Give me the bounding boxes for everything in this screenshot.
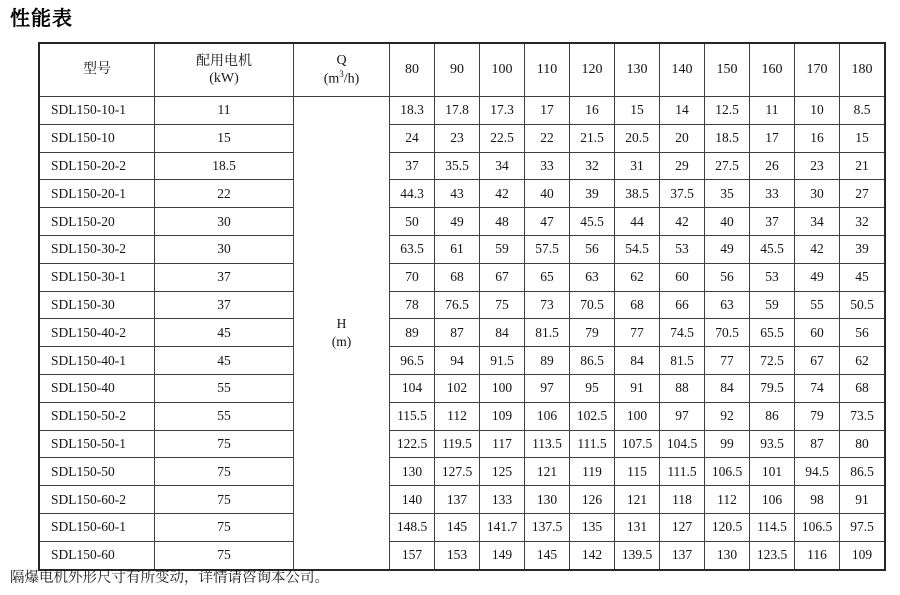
head-value-cell: 133 bbox=[480, 486, 525, 514]
head-value-cell: 21.5 bbox=[570, 124, 615, 152]
head-value-cell: 18.3 bbox=[390, 97, 435, 125]
page-title: 性能表 bbox=[10, 8, 73, 30]
table-row bbox=[39, 347, 885, 375]
model-cell: SDL150-60-2 bbox=[39, 486, 155, 514]
head-value-cell: 84 bbox=[705, 374, 750, 402]
head-value-cell: 102.5 bbox=[570, 402, 615, 430]
head-value-cell: 35 bbox=[705, 180, 750, 208]
head-value-cell: 142 bbox=[570, 541, 615, 569]
head-value-cell: 101 bbox=[750, 458, 795, 486]
model-cell: SDL150-20 bbox=[39, 208, 155, 236]
motor-power-cell: 75 bbox=[155, 458, 294, 486]
model-cell: SDL150-30-1 bbox=[39, 263, 155, 291]
head-value-cell: 149 bbox=[480, 541, 525, 569]
head-value-cell: 67 bbox=[480, 263, 525, 291]
performance-table bbox=[38, 42, 886, 571]
head-value-cell: 54.5 bbox=[615, 235, 660, 263]
motor-power-cell: 30 bbox=[155, 208, 294, 236]
head-value-cell: 87 bbox=[435, 319, 480, 347]
head-value-cell: 21 bbox=[840, 152, 886, 180]
table-row bbox=[39, 235, 885, 263]
head-value-cell: 72.5 bbox=[750, 347, 795, 375]
head-value-cell: 62 bbox=[840, 347, 886, 375]
head-value-cell: 47 bbox=[525, 208, 570, 236]
footer-note: 隔爆电机外形尺寸有所变动，详情请咨询本公司。 bbox=[10, 570, 329, 586]
head-value-cell: 80 bbox=[840, 430, 886, 458]
q-unit: $(m^3/h)$ bbox=[323, 69, 360, 87]
model-cell: SDL150-40 bbox=[39, 374, 155, 402]
table-row bbox=[39, 486, 885, 514]
head-value-cell: 68 bbox=[615, 291, 660, 319]
head-value-cell: 73 bbox=[525, 291, 570, 319]
head-value-cell: 87 bbox=[795, 430, 840, 458]
model-cell: SDL150-10-1 bbox=[39, 97, 155, 125]
head-value-cell: 104.5 bbox=[660, 430, 705, 458]
head-value-cell: 70.5 bbox=[705, 319, 750, 347]
head-value-cell: 148.5 bbox=[390, 513, 435, 541]
head-value-cell: 49 bbox=[705, 235, 750, 263]
motor-power-column-header bbox=[155, 43, 294, 97]
q-symbol: Q bbox=[336, 52, 347, 68]
motor-power-cell: 15 bbox=[155, 124, 294, 152]
head-value-cell: 130 bbox=[705, 541, 750, 569]
motor-power-cell: 55 bbox=[155, 402, 294, 430]
head-value-cell: 17.8 bbox=[435, 97, 480, 125]
head-value-cell: 91 bbox=[615, 374, 660, 402]
motor-power-cell: 75 bbox=[155, 541, 294, 569]
head-value-cell: 15 bbox=[615, 97, 660, 125]
head-value-cell: 107.5 bbox=[615, 430, 660, 458]
head-value-cell: 111.5 bbox=[570, 430, 615, 458]
motor-power-cell: 37 bbox=[155, 263, 294, 291]
head-value-cell: 68 bbox=[435, 263, 480, 291]
head-value-cell: 50 bbox=[390, 208, 435, 236]
head-value-cell: 145 bbox=[525, 541, 570, 569]
head-value-cell: 59 bbox=[480, 235, 525, 263]
head-value-cell: 29 bbox=[660, 152, 705, 180]
head-value-cell: 62 bbox=[615, 263, 660, 291]
head-value-cell: 137 bbox=[660, 541, 705, 569]
head-value-cell: 117 bbox=[480, 430, 525, 458]
head-value-cell: 44 bbox=[615, 208, 660, 236]
motor-power-cell: 11 bbox=[155, 97, 294, 125]
head-value-cell: 15 bbox=[840, 124, 886, 152]
head-value-cell: 121 bbox=[525, 458, 570, 486]
head-value-cell: 91 bbox=[840, 486, 886, 514]
flow-rate-value-header: 130 bbox=[615, 43, 660, 97]
head-value-cell: 100 bbox=[480, 374, 525, 402]
table-row bbox=[39, 97, 885, 125]
head-value-cell: 65.5 bbox=[750, 319, 795, 347]
model-cell: SDL150-50-1 bbox=[39, 430, 155, 458]
head-value-cell: 92 bbox=[705, 402, 750, 430]
head-value-cell: 10 bbox=[795, 97, 840, 125]
head-value-cell: 44.3 bbox=[390, 180, 435, 208]
head-value-cell: 38.5 bbox=[615, 180, 660, 208]
head-value-cell: 42 bbox=[660, 208, 705, 236]
head-value-cell: 96.5 bbox=[390, 347, 435, 375]
head-value-cell: 63 bbox=[570, 263, 615, 291]
head-value-cell: 76.5 bbox=[435, 291, 480, 319]
head-value-cell: 127 bbox=[660, 513, 705, 541]
head-value-cell: 137 bbox=[435, 486, 480, 514]
head-value-cell: 135 bbox=[570, 513, 615, 541]
model-cell: SDL150-50-2 bbox=[39, 402, 155, 430]
head-value-cell: 22.5 bbox=[480, 124, 525, 152]
head-value-cell: 94 bbox=[435, 347, 480, 375]
motor-header-line1: 配用电机 bbox=[196, 53, 252, 69]
head-value-cell: 70 bbox=[390, 263, 435, 291]
motor-power-cell: 45 bbox=[155, 347, 294, 375]
head-value-cell: 8.5 bbox=[840, 97, 886, 125]
head-value-cell: 35.5 bbox=[435, 152, 480, 180]
flow-rate-value-header: 150 bbox=[705, 43, 750, 97]
head-value-cell: 130 bbox=[390, 458, 435, 486]
table-row bbox=[39, 208, 885, 236]
model-cell: SDL150-30 bbox=[39, 291, 155, 319]
head-value-cell: 74.5 bbox=[660, 319, 705, 347]
h-unit: (m) bbox=[331, 333, 352, 349]
head-unit-cell bbox=[294, 97, 390, 570]
model-cell: SDL150-20-1 bbox=[39, 180, 155, 208]
motor-power-cell: 45 bbox=[155, 319, 294, 347]
head-value-cell: 17 bbox=[525, 97, 570, 125]
head-value-cell: 45.5 bbox=[750, 235, 795, 263]
head-value-cell: 112 bbox=[435, 402, 480, 430]
head-value-cell: 121 bbox=[615, 486, 660, 514]
head-value-cell: 59 bbox=[750, 291, 795, 319]
head-value-cell: 106 bbox=[750, 486, 795, 514]
motor-power-cell: 22 bbox=[155, 180, 294, 208]
head-value-cell: 40 bbox=[525, 180, 570, 208]
head-value-cell: 122.5 bbox=[390, 430, 435, 458]
head-value-cell: 111.5 bbox=[660, 458, 705, 486]
head-value-cell: 119.5 bbox=[435, 430, 480, 458]
head-value-cell: 94.5 bbox=[795, 458, 840, 486]
head-value-cell: 67 bbox=[795, 347, 840, 375]
header-row bbox=[39, 43, 885, 97]
flow-rate-value-header: 160 bbox=[750, 43, 795, 97]
head-value-cell: 97 bbox=[525, 374, 570, 402]
head-value-cell: 86.5 bbox=[840, 458, 886, 486]
head-value-cell: 120.5 bbox=[705, 513, 750, 541]
head-value-cell: 81.5 bbox=[525, 319, 570, 347]
h-symbol: H bbox=[336, 316, 347, 332]
head-value-cell: 116 bbox=[795, 541, 840, 569]
head-value-cell: 53 bbox=[660, 235, 705, 263]
head-value-cell: 20 bbox=[660, 124, 705, 152]
head-value-cell: 73.5 bbox=[840, 402, 886, 430]
table-body bbox=[39, 97, 885, 570]
head-value-cell: 79.5 bbox=[750, 374, 795, 402]
head-value-cell: 65 bbox=[525, 263, 570, 291]
head-value-cell: 74 bbox=[795, 374, 840, 402]
head-value-cell: 114.5 bbox=[750, 513, 795, 541]
head-value-cell: 42 bbox=[795, 235, 840, 263]
head-value-cell: 60 bbox=[660, 263, 705, 291]
head-value-cell: 78 bbox=[390, 291, 435, 319]
table-row bbox=[39, 291, 885, 319]
head-value-cell: 86 bbox=[750, 402, 795, 430]
head-value-cell: 50.5 bbox=[840, 291, 886, 319]
flow-rate-value-header: 90 bbox=[435, 43, 480, 97]
table-row bbox=[39, 152, 885, 180]
head-value-cell: 100 bbox=[615, 402, 660, 430]
head-value-cell: 11 bbox=[750, 97, 795, 125]
head-value-cell: 68 bbox=[840, 374, 886, 402]
table-row bbox=[39, 263, 885, 291]
flow-rate-value-header: 170 bbox=[795, 43, 840, 97]
table-row bbox=[39, 513, 885, 541]
head-value-cell: 115 bbox=[615, 458, 660, 486]
motor-power-cell: 75 bbox=[155, 486, 294, 514]
head-value-cell: 77 bbox=[615, 319, 660, 347]
head-value-cell: 119 bbox=[570, 458, 615, 486]
head-value-cell: 34 bbox=[795, 208, 840, 236]
head-value-cell: 127.5 bbox=[435, 458, 480, 486]
head-value-cell: 84 bbox=[615, 347, 660, 375]
table-row bbox=[39, 458, 885, 486]
head-value-cell: 33 bbox=[750, 180, 795, 208]
head-value-cell: 145 bbox=[435, 513, 480, 541]
head-value-cell: 23 bbox=[435, 124, 480, 152]
flow-rate-value-header: 110 bbox=[525, 43, 570, 97]
head-value-cell: 37.5 bbox=[660, 180, 705, 208]
head-value-cell: 27.5 bbox=[705, 152, 750, 180]
head-value-cell: 27 bbox=[840, 180, 886, 208]
head-value-cell: 42 bbox=[480, 180, 525, 208]
head-value-cell: 153 bbox=[435, 541, 480, 569]
head-value-cell: 48 bbox=[480, 208, 525, 236]
model-cell: SDL150-50 bbox=[39, 458, 155, 486]
model-cell: SDL150-40-1 bbox=[39, 347, 155, 375]
head-value-cell: 49 bbox=[435, 208, 480, 236]
head-value-cell: 45.5 bbox=[570, 208, 615, 236]
head-value-cell: 141.7 bbox=[480, 513, 525, 541]
head-value-cell: 12.5 bbox=[705, 97, 750, 125]
model-cell: SDL150-60 bbox=[39, 541, 155, 569]
head-value-cell: 43 bbox=[435, 180, 480, 208]
head-value-cell: 18.5 bbox=[705, 124, 750, 152]
table-row bbox=[39, 430, 885, 458]
flow-rate-value-header: 80 bbox=[390, 43, 435, 97]
head-value-cell: 79 bbox=[570, 319, 615, 347]
head-value-cell: 31 bbox=[615, 152, 660, 180]
head-value-cell: 14 bbox=[660, 97, 705, 125]
head-value-cell: 106.5 bbox=[795, 513, 840, 541]
model-cell: SDL150-10 bbox=[39, 124, 155, 152]
head-value-cell: 102 bbox=[435, 374, 480, 402]
head-value-cell: 95 bbox=[570, 374, 615, 402]
model-cell: SDL150-40-2 bbox=[39, 319, 155, 347]
model-cell: SDL150-20-2 bbox=[39, 152, 155, 180]
head-value-cell: 93.5 bbox=[750, 430, 795, 458]
table-row bbox=[39, 124, 885, 152]
model-cell: SDL150-60-1 bbox=[39, 513, 155, 541]
head-value-cell: 131 bbox=[615, 513, 660, 541]
head-value-cell: 109 bbox=[840, 541, 886, 569]
head-value-cell: 137.5 bbox=[525, 513, 570, 541]
head-value-cell: 130 bbox=[525, 486, 570, 514]
head-value-cell: 126 bbox=[570, 486, 615, 514]
head-value-cell: 20.5 bbox=[615, 124, 660, 152]
head-value-cell: 16 bbox=[570, 97, 615, 125]
flow-rate-value-header: 140 bbox=[660, 43, 705, 97]
head-value-cell: 63.5 bbox=[390, 235, 435, 263]
motor-power-cell: 37 bbox=[155, 291, 294, 319]
flow-rate-value-header: 100 bbox=[480, 43, 525, 97]
head-value-cell: 32 bbox=[840, 208, 886, 236]
motor-power-cell: 30 bbox=[155, 235, 294, 263]
flow-rate-value-header: 180 bbox=[840, 43, 886, 97]
head-value-cell: 23 bbox=[795, 152, 840, 180]
head-value-cell: 106.5 bbox=[705, 458, 750, 486]
head-value-cell: 79 bbox=[795, 402, 840, 430]
head-value-cell: 104 bbox=[390, 374, 435, 402]
motor-power-cell: 55 bbox=[155, 374, 294, 402]
head-value-cell: 45 bbox=[840, 263, 886, 291]
head-value-cell: 70.5 bbox=[570, 291, 615, 319]
flow-rate-column-header bbox=[294, 43, 390, 97]
head-value-cell: 88 bbox=[660, 374, 705, 402]
head-value-cell: 66 bbox=[660, 291, 705, 319]
head-value-cell: 77 bbox=[705, 347, 750, 375]
head-value-cell: 97.5 bbox=[840, 513, 886, 541]
table-row bbox=[39, 180, 885, 208]
head-value-cell: 61 bbox=[435, 235, 480, 263]
model-cell: SDL150-30-2 bbox=[39, 235, 155, 263]
head-value-cell: 98 bbox=[795, 486, 840, 514]
head-value-cell: 115.5 bbox=[390, 402, 435, 430]
head-value-cell: 40 bbox=[705, 208, 750, 236]
head-value-cell: 81.5 bbox=[660, 347, 705, 375]
motor-power-cell: 75 bbox=[155, 430, 294, 458]
head-value-cell: 57.5 bbox=[525, 235, 570, 263]
head-value-cell: 84 bbox=[480, 319, 525, 347]
head-value-cell: 75 bbox=[480, 291, 525, 319]
head-value-cell: 60 bbox=[795, 319, 840, 347]
head-value-cell: 37 bbox=[390, 152, 435, 180]
head-value-cell: 99 bbox=[705, 430, 750, 458]
head-value-cell: 97 bbox=[660, 402, 705, 430]
head-value-cell: 123.5 bbox=[750, 541, 795, 569]
head-value-cell: 86.5 bbox=[570, 347, 615, 375]
head-value-cell: 113.5 bbox=[525, 430, 570, 458]
head-value-cell: 55 bbox=[795, 291, 840, 319]
head-value-cell: 89 bbox=[525, 347, 570, 375]
model-column-header: 型号 bbox=[39, 43, 155, 97]
table-row bbox=[39, 402, 885, 430]
head-value-cell: 17 bbox=[750, 124, 795, 152]
table-row bbox=[39, 319, 885, 347]
head-value-cell: 56 bbox=[705, 263, 750, 291]
head-value-cell: 139.5 bbox=[615, 541, 660, 569]
head-value-cell: 109 bbox=[480, 402, 525, 430]
head-value-cell: 16 bbox=[795, 124, 840, 152]
head-value-cell: 118 bbox=[660, 486, 705, 514]
head-value-cell: 56 bbox=[570, 235, 615, 263]
head-value-cell: 157 bbox=[390, 541, 435, 569]
head-value-cell: 63 bbox=[705, 291, 750, 319]
head-value-cell: 56 bbox=[840, 319, 886, 347]
motor-power-cell: 18.5 bbox=[155, 152, 294, 180]
head-value-cell: 34 bbox=[480, 152, 525, 180]
table-row bbox=[39, 374, 885, 402]
head-value-cell: 112 bbox=[705, 486, 750, 514]
head-value-cell: 39 bbox=[840, 235, 886, 263]
head-value-cell: 17.3 bbox=[480, 97, 525, 125]
head-value-cell: 22 bbox=[525, 124, 570, 152]
head-value-cell: 30 bbox=[795, 180, 840, 208]
head-value-cell: 89 bbox=[390, 319, 435, 347]
head-value-cell: 125 bbox=[480, 458, 525, 486]
head-value-cell: 91.5 bbox=[480, 347, 525, 375]
head-value-cell: 106 bbox=[525, 402, 570, 430]
head-value-cell: 39 bbox=[570, 180, 615, 208]
head-value-cell: 49 bbox=[795, 263, 840, 291]
head-value-cell: 26 bbox=[750, 152, 795, 180]
head-value-cell: 32 bbox=[570, 152, 615, 180]
motor-power-cell: 75 bbox=[155, 513, 294, 541]
head-value-cell: 37 bbox=[750, 208, 795, 236]
head-value-cell: 24 bbox=[390, 124, 435, 152]
motor-header-line2: (kW) bbox=[209, 71, 239, 86]
head-value-cell: 53 bbox=[750, 263, 795, 291]
flow-rate-value-header: 120 bbox=[570, 43, 615, 97]
head-value-cell: 33 bbox=[525, 152, 570, 180]
head-value-cell: 140 bbox=[390, 486, 435, 514]
